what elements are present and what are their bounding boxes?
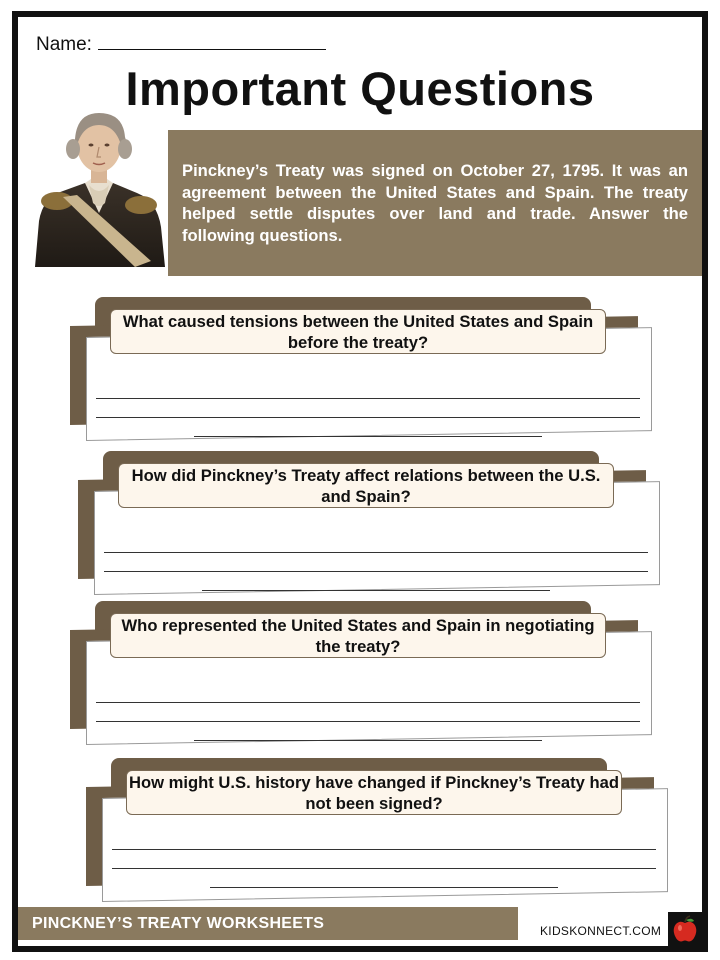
- question-block-3: [70, 601, 650, 746]
- answer-line[interactable]: [194, 436, 542, 437]
- question-text: How might U.S. history have changed if Pinckney’s Treaty had not been signed?: [126, 770, 622, 815]
- answer-line[interactable]: [202, 590, 550, 591]
- page-title: Important Questions: [125, 62, 595, 115]
- question-text: Who represented the United States and Spain in negotiating the treaty?: [110, 613, 606, 658]
- question-text: How did Pinckney’s Treaty affect relations between the U.S. and Spain?: [118, 463, 614, 508]
- intro-banner: Pinckney’s Treaty was signed on October 27, 1795. It was an agreement between the United States and Spain. The treaty helped settle disputes over land and trade. Answer the following questions.: [168, 130, 702, 276]
- answer-line[interactable]: [96, 702, 640, 703]
- apple-icon: [668, 912, 702, 946]
- worksheet-page: [12, 11, 708, 952]
- footer-site-link[interactable]: KIDSKONNECT.COM: [540, 924, 662, 938]
- name-field[interactable]: [36, 33, 326, 56]
- question-block-4: [86, 758, 666, 903]
- answer-line[interactable]: [112, 868, 656, 869]
- answer-line[interactable]: [112, 849, 656, 850]
- question-text: What caused tensions between the United States and Spain before the treaty?: [110, 309, 606, 354]
- question-block-2: [78, 451, 658, 596]
- question-block-1: [70, 297, 650, 442]
- footer-title-bar: PINCKNEY’S TREATY WORKSHEETS: [18, 907, 518, 940]
- answer-line[interactable]: [210, 887, 558, 888]
- answer-line[interactable]: [96, 417, 640, 418]
- answer-line[interactable]: [194, 740, 542, 741]
- portrait-image: [33, 101, 165, 267]
- name-label: Name:: [36, 34, 92, 55]
- name-blank[interactable]: [98, 33, 326, 50]
- answer-line[interactable]: [104, 571, 648, 572]
- logo-box: [668, 912, 702, 946]
- answer-line[interactable]: [96, 398, 640, 399]
- answer-line[interactable]: [96, 721, 640, 722]
- answer-line[interactable]: [104, 552, 648, 553]
